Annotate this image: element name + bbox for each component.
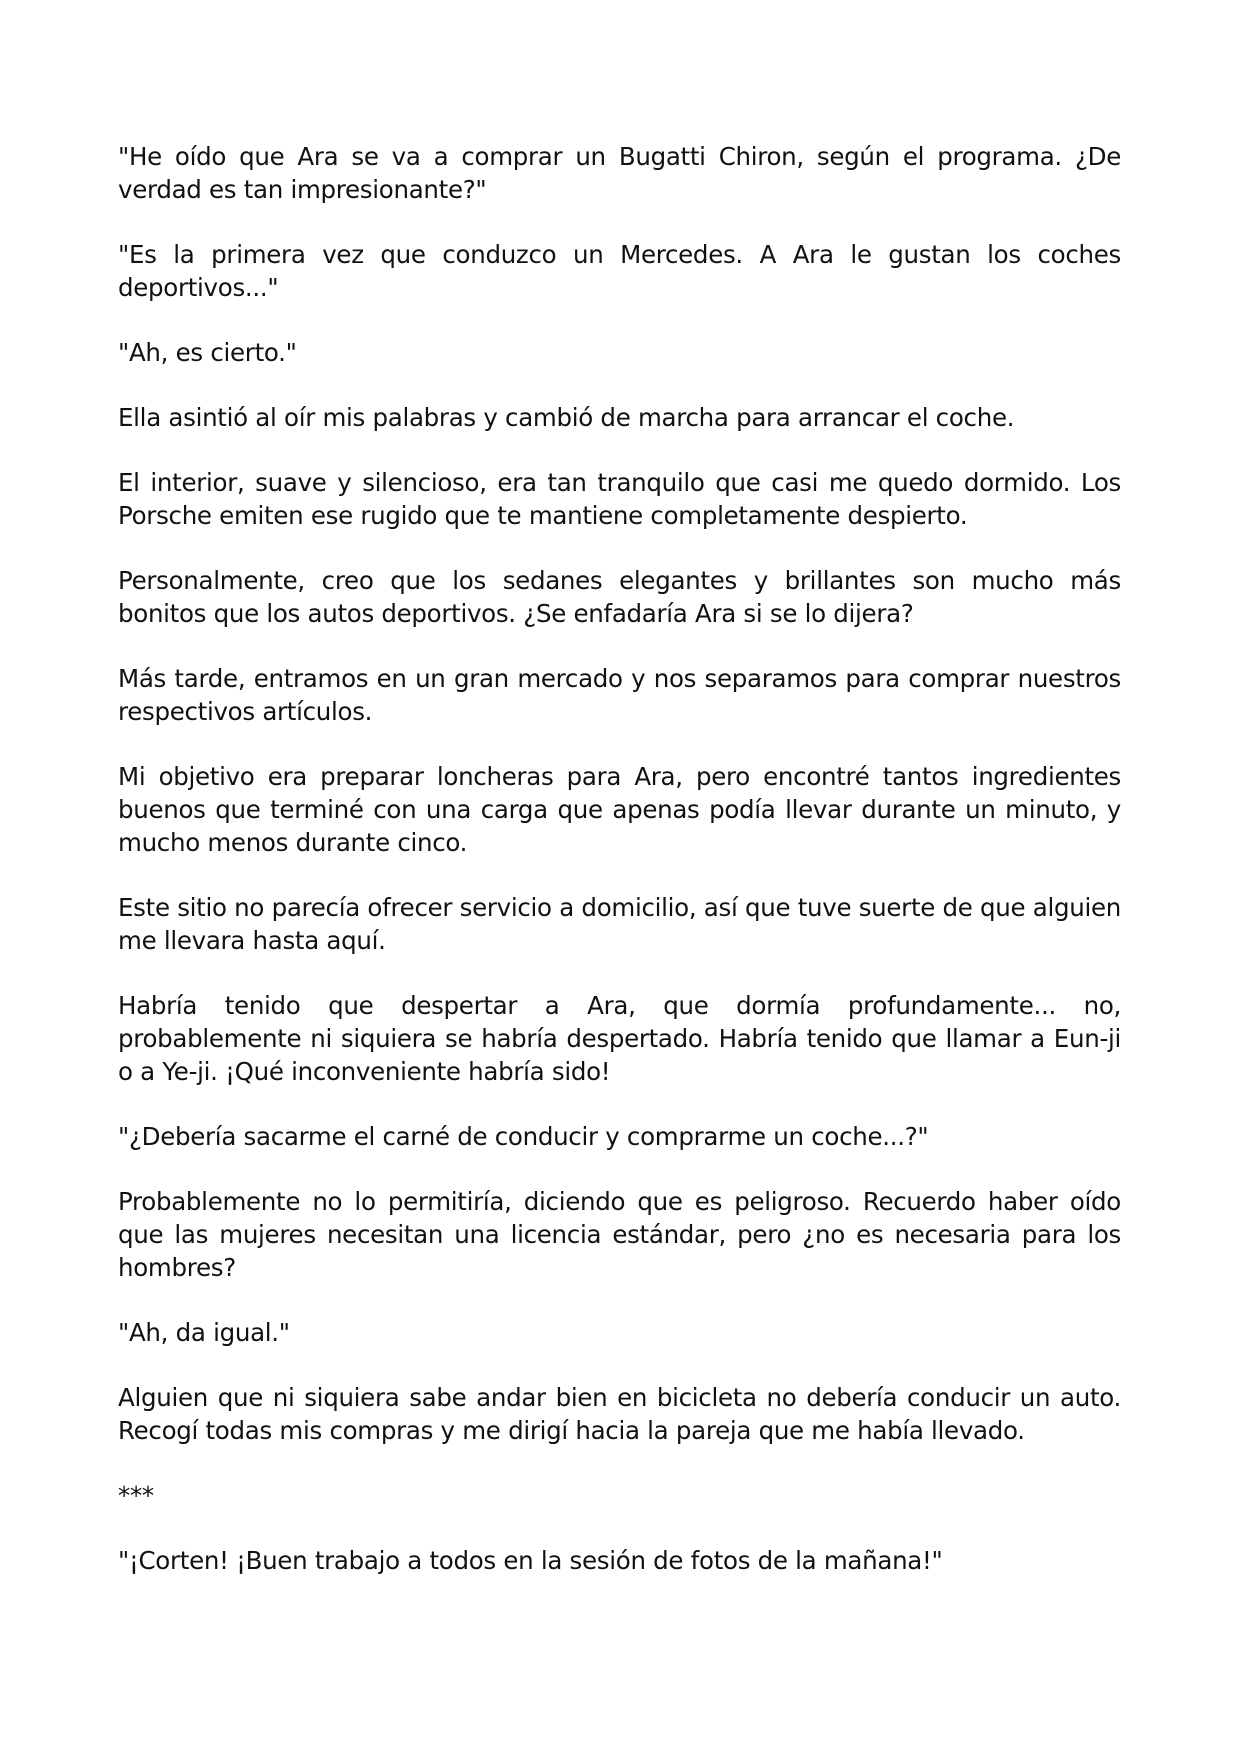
paragraph: Personalmente, creo que los sedanes elegantes y brillantes son mucho más bonitos que los autos deportivos. ¿Se enfadaría Ara si se lo dijera? — [118, 566, 1121, 628]
paragraph: Más tarde, entramos en un gran mercado y nos separamos para comprar nuestros respectivos artículos. — [118, 664, 1121, 726]
document-page — [118, 140, 1121, 1609]
scene-break: *** — [118, 1481, 154, 1510]
paragraph: Probablemente no lo permitiría, diciendo que es peligroso. Recuerdo haber oído que las mujeres necesitan una licencia estándar, pero ¿no es necesaria para los hombres? — [118, 1187, 1121, 1282]
paragraph: "Ah, es cierto." — [118, 338, 297, 367]
paragraph: El interior, suave y silencioso, era tan tranquilo que casi me quedo dormido. Los Porsche emiten ese rugido que te mantiene completamente despierto. — [118, 468, 1121, 530]
paragraph: "Es la primera vez que conduzco un Mercedes. A Ara le gustan los coches deportivos..." — [118, 240, 1121, 302]
paragraph: Habría tenido que despertar a Ara, que dormía profundamente... no, probablemente ni siquiera se habría despertado. Habría tenido que llamar a Eun-ji o a Ye-ji. ¡Qué inconveniente habría sido! — [118, 991, 1121, 1086]
paragraph: Ella asintió al oír mis palabras y cambió de marcha para arrancar el coche. — [118, 403, 1015, 432]
paragraph: "¡Corten! ¡Buen trabajo a todos en la sesión de fotos de la mañana!" — [118, 1546, 943, 1575]
paragraph: Alguien que ni siquiera sabe andar bien en bicicleta no debería conducir un auto. Recogí todas mis compras y me dirigí hacia la pareja que me había llevado. — [118, 1383, 1121, 1445]
paragraph: "¿Debería sacarme el carné de conducir y comprarme un coche...?" — [118, 1122, 929, 1151]
paragraph: Este sitio no parecía ofrecer servicio a domicilio, así que tuve suerte de que alguien me llevara hasta aquí. — [118, 893, 1121, 955]
paragraph: "Ah, da igual." — [118, 1318, 290, 1347]
paragraph: "He oído que Ara se va a comprar un Bugatti Chiron, según el programa. ¿De verdad es tan impresionante?" — [118, 142, 1121, 204]
paragraph: Mi objetivo era preparar loncheras para Ara, pero encontré tantos ingredientes buenos que terminé con una carga que apenas podía llevar durante un minuto, y mucho menos durante cinco. — [118, 762, 1121, 857]
